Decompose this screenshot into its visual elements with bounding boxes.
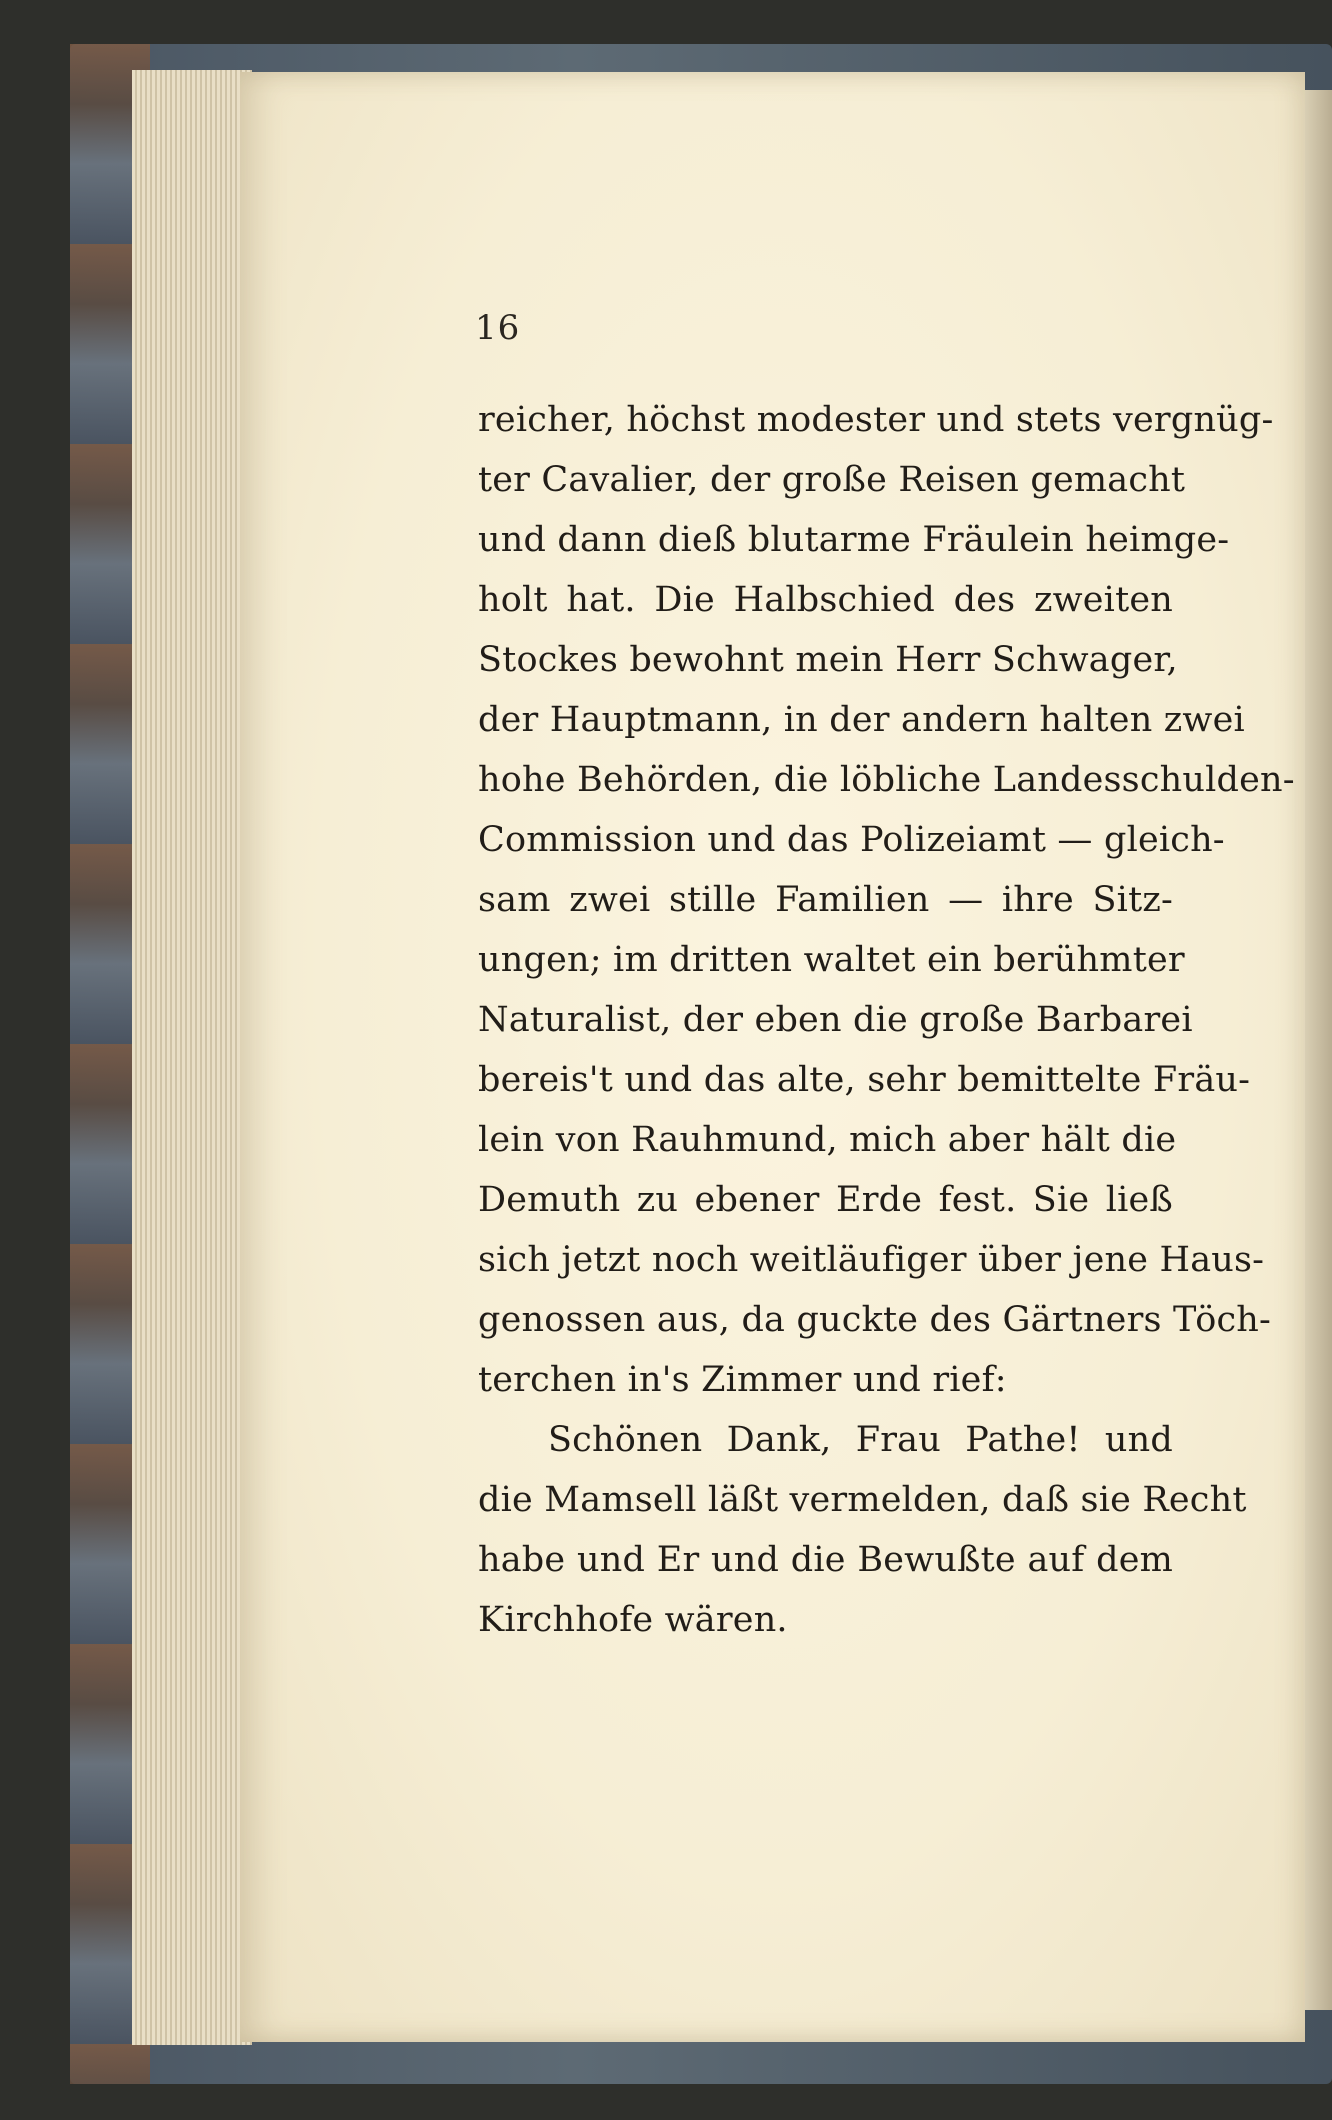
page-edge-right [1305,90,1332,2010]
text-line: Naturalist, der eben die große Barbarei [478,1000,1193,1040]
page-number: 16 [475,308,521,348]
text-line: der Hauptmann, in der andern halten zwei [478,700,1245,740]
text-line: holt hat. Die Halbschied des zweiten [478,580,1173,620]
text-line: Commission und das Polizeiamt — gleich- [478,820,1225,860]
body-text [478,390,1295,1650]
text-line: sam zwei stille Familien — ihre Sitz- [478,880,1173,920]
text-line: terchen in's Zimmer und rief: [478,1360,1007,1400]
text-line: lein von Rauhmund, mich aber hält die [478,1120,1177,1160]
text-line: Demuth zu ebener Erde fest. Sie ließ [478,1180,1173,1220]
text-line: Kirchhofe wären. [478,1600,788,1640]
page-edges-left [132,70,252,2045]
text-line: genossen aus, da guckte des Gärtners Töch- [478,1300,1272,1340]
text-line: Schönen Dank, Frau Pathe! und [548,1420,1173,1460]
text-line: hohe Behörden, die löbliche Landesschulden- [478,760,1295,800]
text-line: ungen; im dritten waltet ein berühmter [478,940,1185,980]
text-line: Stockes bewohnt mein Herr Schwager, [478,640,1178,680]
text-line: und dann dieß blutarme Fräulein heimge- [478,520,1230,560]
text-line: bereis't und das alte, sehr bemittelte Fräu- [478,1060,1251,1100]
text-line: ter Cavalier, der große Reisen gemacht [478,460,1186,500]
text-line: habe und Er und die Bewußte auf dem [478,1540,1173,1580]
text-line: reicher, höchst modester und stets vergnüg- [478,400,1274,440]
text-line: sich jetzt noch weitläufiger über jene Haus- [478,1240,1265,1280]
text-line: die Mamsell läßt vermelden, daß sie Recht [478,1480,1247,1520]
